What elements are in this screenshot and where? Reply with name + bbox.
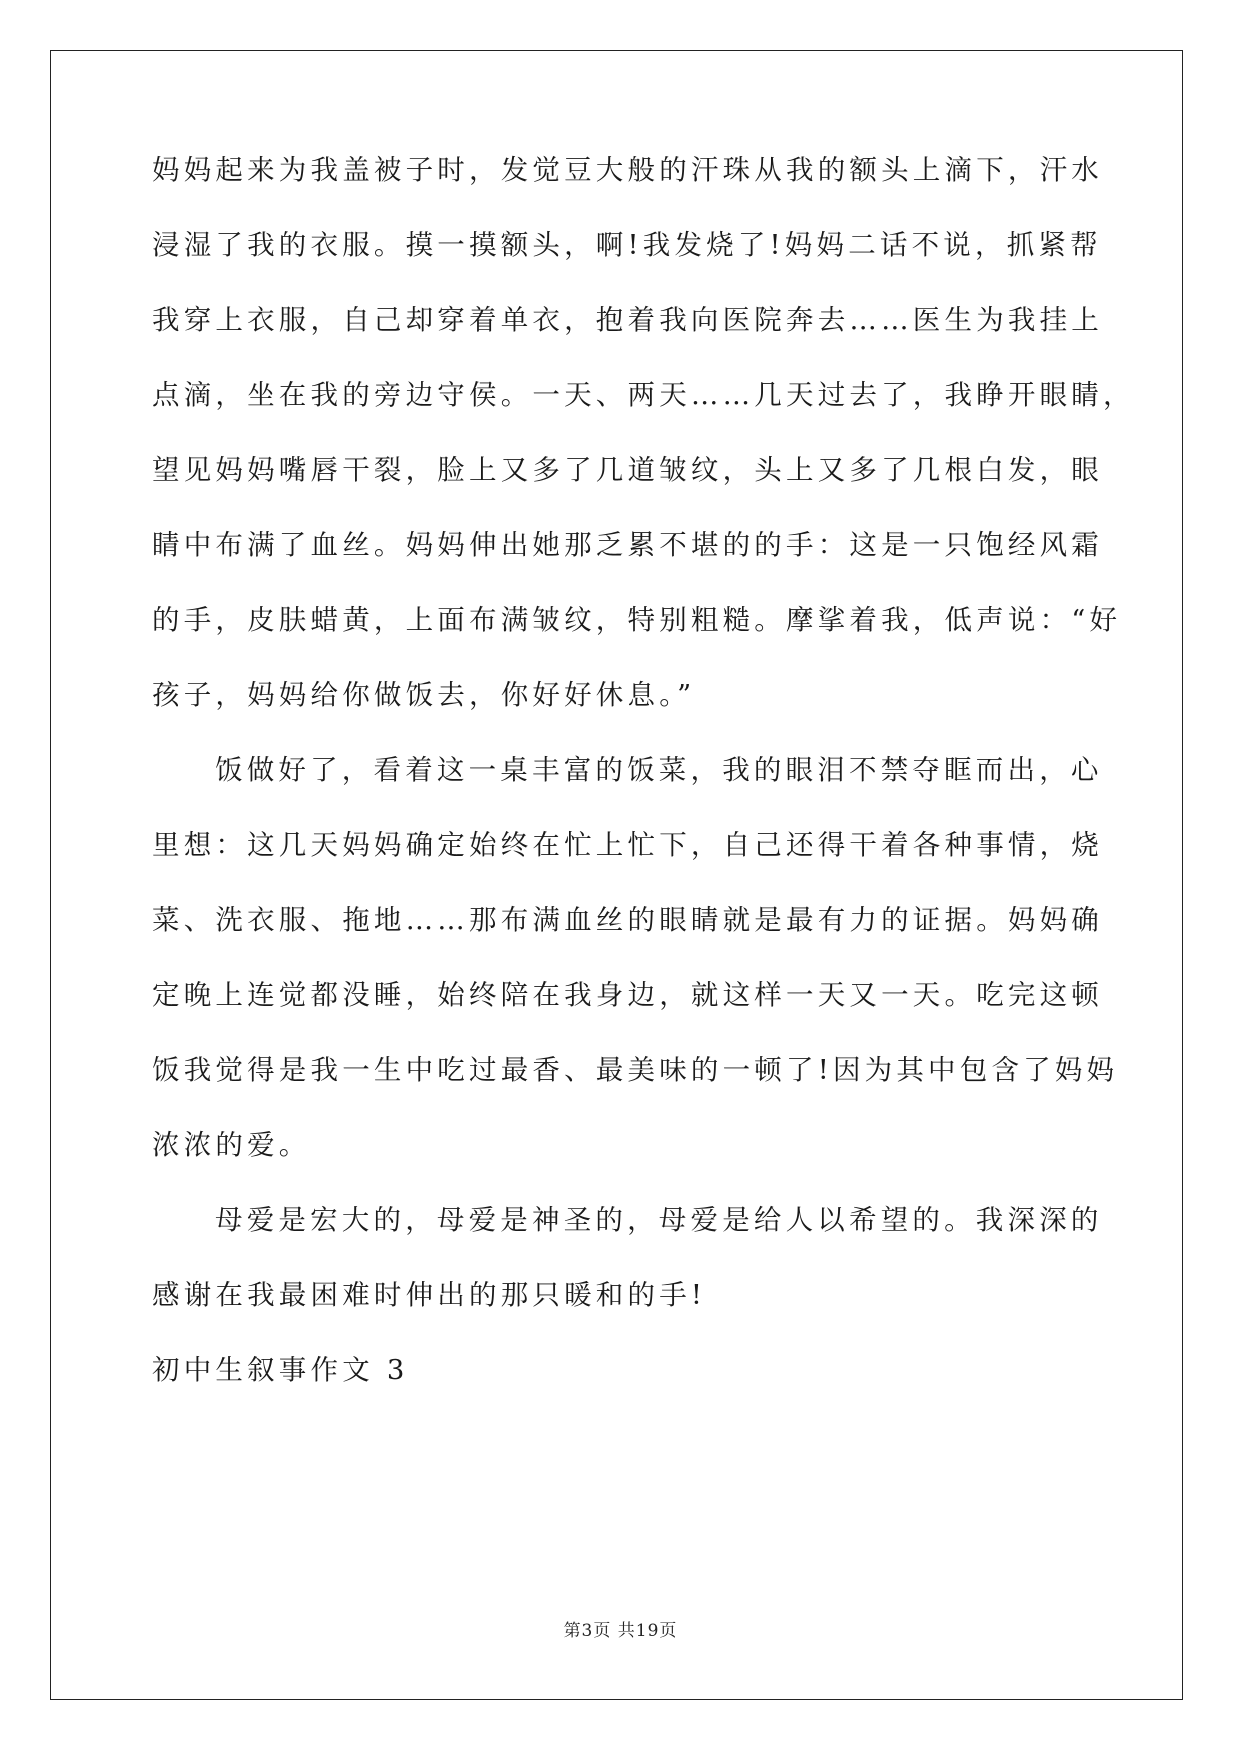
text-line: 饭做好了，看着这一桌丰富的饭菜，我的眼泪不禁夺眶而出，心 <box>215 754 1103 786</box>
text-line: 望见妈妈嘴唇干裂，脸上又多了几道皱纹，头上又多了几根白发，眼 <box>152 454 1103 486</box>
text-line: 饭我觉得是我一生中吃过最香、最美味的一顿了!因为其中包含了妈妈 <box>152 1054 1119 1086</box>
text-line: 母爱是宏大的，母爱是神圣的，母爱是给人以希望的。我深深的 <box>215 1204 1103 1236</box>
text-line: 浸湿了我的衣服。摸一摸额头，啊!我发烧了!妈妈二话不说，抓紧帮 <box>152 229 1102 261</box>
text-line: 菜、洗衣服、拖地……那布满血丝的眼睛就是最有力的证据。妈妈确 <box>152 904 1103 936</box>
text-line: 我穿上衣服，自己却穿着单衣，抱着我向医院奔去……医生为我挂上 <box>152 304 1103 336</box>
text-line: 睛中布满了血丝。妈妈伸出她那乏累不堪的的手：这是一只饱经风霜 <box>152 529 1103 561</box>
text-line: 妈妈起来为我盖被子时，发觉豆大般的汗珠从我的额头上滴下，汗水 <box>152 154 1103 186</box>
text-line: 里想：这几天妈妈确定始终在忙上忙下，自己还得干着各种事情，烧 <box>152 829 1103 861</box>
section-heading: 初中生叙事作文 3 <box>152 1354 409 1386</box>
text-line: 孩子，妈妈给你做饭去，你好好休息。” <box>152 679 696 711</box>
page-footer: 第3页 共19页 <box>563 1621 678 1641</box>
page-border <box>50 50 1183 1700</box>
text-line: 定晚上连觉都没睡，始终陪在我身边，就这样一天又一天。吃完这顿 <box>152 979 1103 1011</box>
text-line: 浓浓的爱。 <box>152 1129 311 1161</box>
text-line: 点滴，坐在我的旁边守侯。一天、两天……几天过去了，我睁开眼睛， <box>152 379 1135 411</box>
text-line: 感谢在我最困难时伸出的那只暖和的手! <box>152 1279 707 1311</box>
text-line: 的手，皮肤蜡黄，上面布满皱纹，特别粗糙。摩挲着我，低声说：“好 <box>152 604 1122 636</box>
